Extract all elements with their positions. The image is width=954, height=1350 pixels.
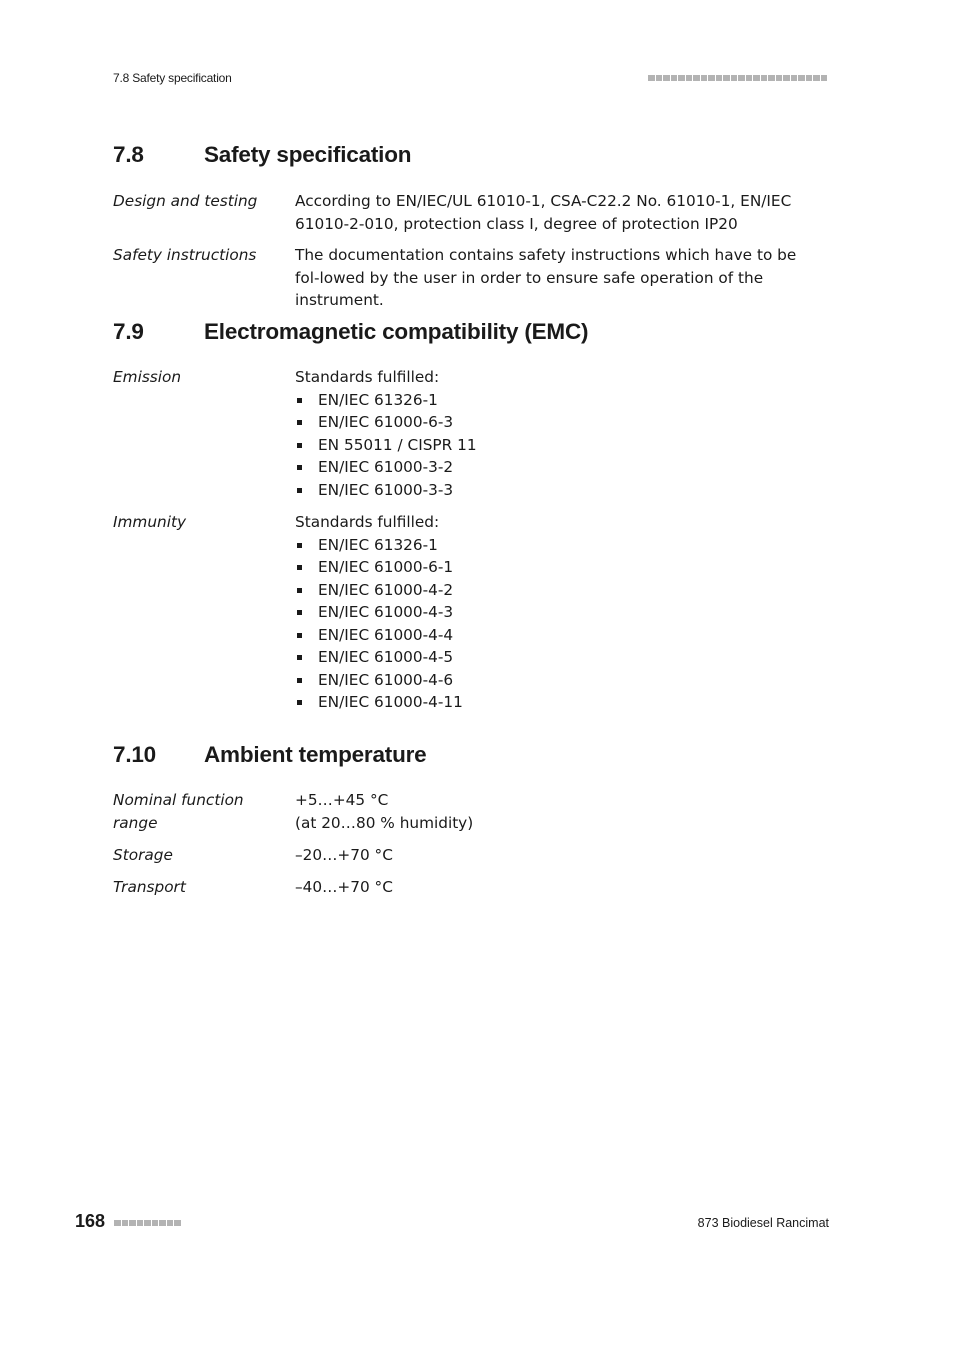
list-item: EN/IEC 61000-4-2 [295, 579, 825, 602]
spec-term [113, 789, 283, 834]
section-heading-ambient-temperature [113, 742, 427, 768]
spec-term: Transport [113, 878, 186, 896]
running-header: 7.8 Safety specification [113, 71, 232, 85]
section-number: 7.9 [113, 319, 144, 344]
spec-value-line: (at 20…80 % humidity) [295, 813, 474, 832]
spec-value [295, 789, 825, 834]
spec-term: Storage [113, 846, 173, 864]
spec-term: Safety instructions [113, 246, 257, 264]
list-item: EN/IEC 61000-4-5 [295, 646, 825, 669]
header-decor-squares [648, 75, 827, 81]
list-item: EN/IEC 61000-4-11 [295, 691, 825, 714]
section-title: Ambient temperature [204, 742, 427, 767]
product-name: 873 Biodiesel Rancimat [697, 1216, 829, 1230]
standards-list [295, 534, 825, 714]
page-number: 168 [75, 1211, 106, 1231]
section-number: 7.8 [113, 142, 144, 167]
spec-term: Immunity [113, 513, 187, 531]
list-item: EN 55011 / CISPR 11 [295, 434, 825, 457]
section-number: 7.10 [113, 742, 156, 767]
list-item: EN/IEC 61000-4-4 [295, 624, 825, 647]
list-item: EN/IEC 61000-6-1 [295, 556, 825, 579]
spec-value [295, 366, 825, 501]
section-title: Electromagnetic compatibility (EMC) [204, 319, 589, 344]
spec-value: –20…+70 °C [295, 846, 393, 864]
spec-term-line: Nominal function [113, 791, 244, 809]
list-item: EN/IEC 61000-6-3 [295, 411, 825, 434]
section-heading-emc [113, 319, 588, 345]
footer-decor-squares [114, 1220, 181, 1226]
section-heading-safety [113, 142, 411, 168]
standards-list [295, 389, 825, 502]
list-item: EN/IEC 61326-1 [295, 389, 825, 412]
spec-value: The documentation contains safety instructions which have to be fol-lowed by the user in order to ensure safe operation of the instrument. [295, 246, 797, 309]
standards-intro: Standards fulfilled: [295, 368, 440, 386]
list-item: EN/IEC 61326-1 [295, 534, 825, 557]
section-title: Safety specification [204, 142, 412, 167]
list-item: EN/IEC 61000-3-2 [295, 456, 825, 479]
spec-value [295, 511, 825, 714]
spec-value-line: +5…+45 °C [295, 791, 389, 809]
spec-term: Design and testing [113, 192, 258, 210]
list-item: EN/IEC 61000-4-3 [295, 601, 825, 624]
standards-intro: Standards fulfilled: [295, 513, 440, 531]
spec-value: According to EN/IEC/UL 61010-1, CSA-C22.2 No. 61010-1, EN/IEC 61010-2-010, protection class I, degree of protection IP20 [295, 192, 792, 233]
list-item: EN/IEC 61000-3-3 [295, 479, 825, 502]
spec-term: Emission [113, 368, 182, 386]
spec-value: –40…+70 °C [295, 878, 393, 896]
list-item: EN/IEC 61000-4-6 [295, 669, 825, 692]
spec-term-line: range [113, 813, 158, 832]
